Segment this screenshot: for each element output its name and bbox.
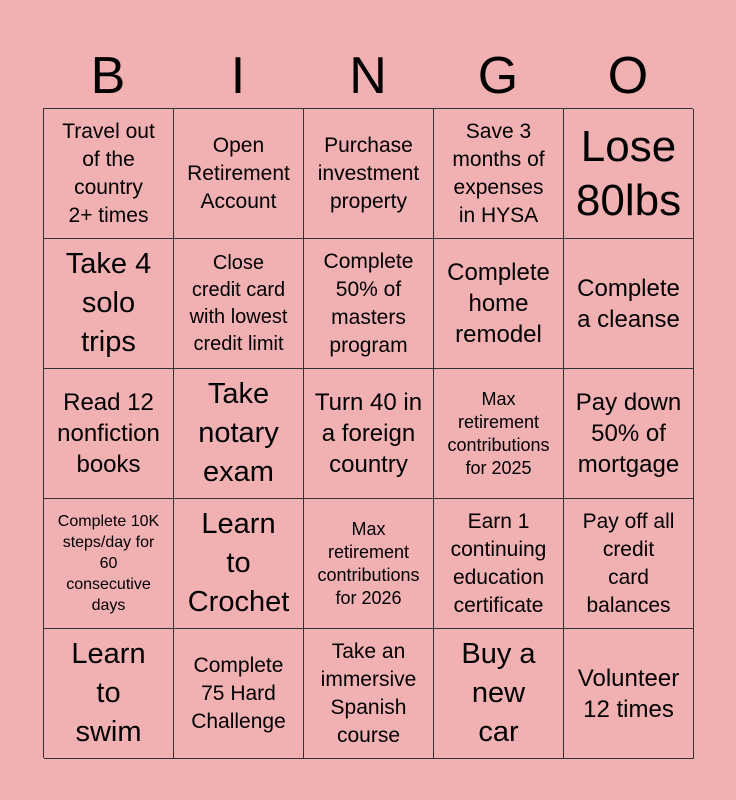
header-letter-g: G: [477, 47, 519, 105]
bingo-cell[interactable]: Open Retirement Account: [174, 109, 304, 239]
bingo-cell[interactable]: Lose 80lbs: [564, 109, 694, 239]
bingo-board: [43, 108, 693, 758]
bingo-cell[interactable]: Take 4 solo trips: [44, 239, 174, 369]
bingo-cell[interactable]: Complete home remodel: [434, 239, 564, 369]
bingo-cell[interactable]: Complete 75 Hard Challenge: [174, 629, 304, 759]
bingo-cell[interactable]: Close credit card with lowest credit limit: [174, 239, 304, 369]
bingo-cell[interactable]: Purchase investment property: [304, 109, 434, 239]
bingo-cell[interactable]: Take an immersive Spanish course: [304, 629, 434, 759]
bingo-cell[interactable]: Earn 1 continuing education certificate: [434, 499, 564, 629]
header-letter-n: N: [349, 47, 387, 105]
header-letter-b: B: [90, 47, 126, 105]
bingo-cell[interactable]: Max retirement contributions for 2026: [304, 499, 434, 629]
bingo-cell[interactable]: Turn 40 in a foreign country: [304, 369, 434, 499]
bingo-cell[interactable]: Learn to Crochet: [174, 499, 304, 629]
bingo-cell[interactable]: Buy a new car: [434, 629, 564, 759]
bingo-header: [43, 48, 693, 104]
bingo-cell[interactable]: Volunteer 12 times: [564, 629, 694, 759]
bingo-cell[interactable]: Take notary exam: [174, 369, 304, 499]
bingo-cell[interactable]: Save 3 months of expenses in HYSA: [434, 109, 564, 239]
header-letter-o: O: [607, 47, 649, 105]
bingo-cell[interactable]: Pay down 50% of mortgage: [564, 369, 694, 499]
bingo-cell[interactable]: Read 12 nonfiction books: [44, 369, 174, 499]
bingo-cell[interactable]: Complete a cleanse: [564, 239, 694, 369]
bingo-cell[interactable]: Learn to swim: [44, 629, 174, 759]
header-letter-i: I: [230, 47, 246, 105]
bingo-cell[interactable]: Complete 10K steps/day for 60 consecutive days: [44, 499, 174, 629]
bingo-cell[interactable]: Pay off all credit card balances: [564, 499, 694, 629]
bingo-cell[interactable]: Complete 50% of masters program: [304, 239, 434, 369]
bingo-cell[interactable]: Travel out of the country 2+ times: [44, 109, 174, 239]
bingo-cell[interactable]: Max retirement contributions for 2025: [434, 369, 564, 499]
